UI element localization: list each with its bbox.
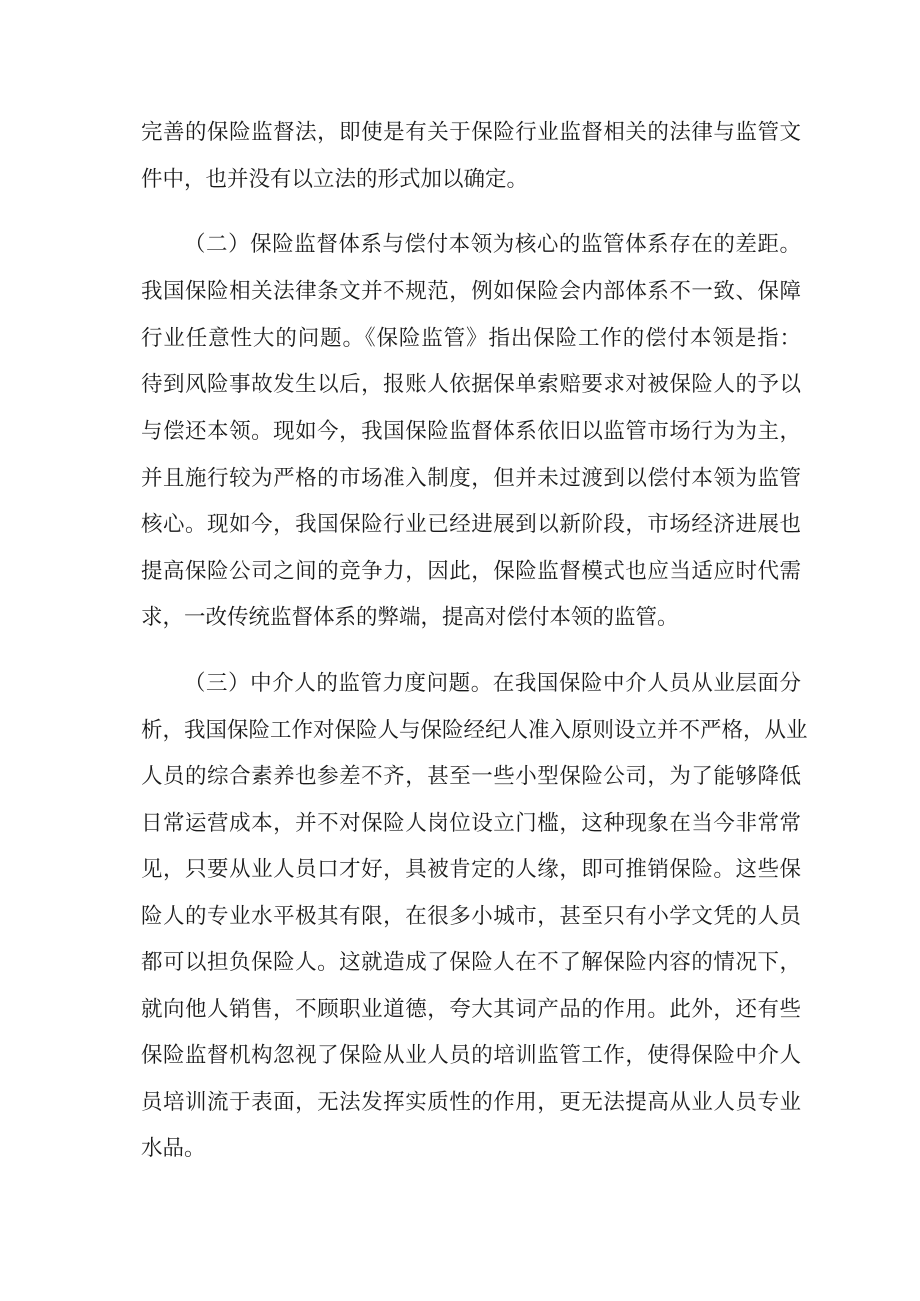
text-line: 完善的保险监督法，即使是有关于保险行业监督相关的法律与监管文 <box>141 120 801 145</box>
text-line: 析，我国保险工作对保险人与保险经纪人准入原则设立并不严格，从业 <box>141 718 808 743</box>
text-line: 并且施行较为严格的市场准入制度，但并未过渡到以偿付本领为监管 <box>141 466 801 491</box>
text-line: 行业任意性大的问题。《保险监管》指出保险工作的偿付本领是指： <box>141 326 801 351</box>
text-line: 水品。 <box>141 1136 206 1161</box>
text-line: 件中，也并没有以立法的形式加以确定。 <box>141 167 529 192</box>
text-line: （二）保险监督体系与偿付本领为核心的监管体系存在的差距。 <box>184 232 801 257</box>
text-line: 我国保险相关法律条文并不规范，例如保险会内部体系不一致、保障 <box>141 279 801 304</box>
text-line: 提高保险公司之间的竞争力，因此，保险监督模式也应当适应时代需 <box>141 559 801 584</box>
text-line: 都可以担负保险人。这就造成了保险人在不了解保险内容的情况下， <box>141 950 801 975</box>
text-line: 险人的专业水平极其有限，在很多小城市，甚至只有小学文凭的人员 <box>141 904 801 929</box>
text-line: 员培训流于表面，无法发挥实质性的作用，更无法提高从业人员专业 <box>141 1090 801 1115</box>
text-line: 就向他人销售，不顾职业道德，夸大其词产品的作用。此外，还有些 <box>141 997 801 1022</box>
text-line: 核心。现如今，我国保险行业已经进展到以新阶段，市场经济进展也 <box>141 512 801 537</box>
text-line: 求，一改传统监督体系的弊端，提高对偿付本领的监管。 <box>141 605 679 630</box>
text-line: 人员的综合素养也参差不齐，甚至一些小型保险公司，为了能够降低 <box>141 764 801 789</box>
text-line: 与偿还本领。现如今，我国保险监督体系依旧以监管市场行为为主， <box>141 419 801 444</box>
text-line: 日常运营成本，并不对保险人岗位设立门槛，这种现象在当今非常常 <box>141 811 801 836</box>
text-line: 保险监督机构忽视了保险从业人员的培训监管工作，使得保险中介人 <box>141 1043 801 1068</box>
text-line: 待到风险事故发生以后，报账人依据保单索赔要求对被保险人的予以 <box>141 372 801 397</box>
text-line: （三）中介人的监管力度问题。在我国保险中介人员从业层面分 <box>184 671 801 696</box>
text-line: 见，只要从业人员口才好，具被肯定的人缘，即可推销保险。这些保 <box>141 857 801 882</box>
